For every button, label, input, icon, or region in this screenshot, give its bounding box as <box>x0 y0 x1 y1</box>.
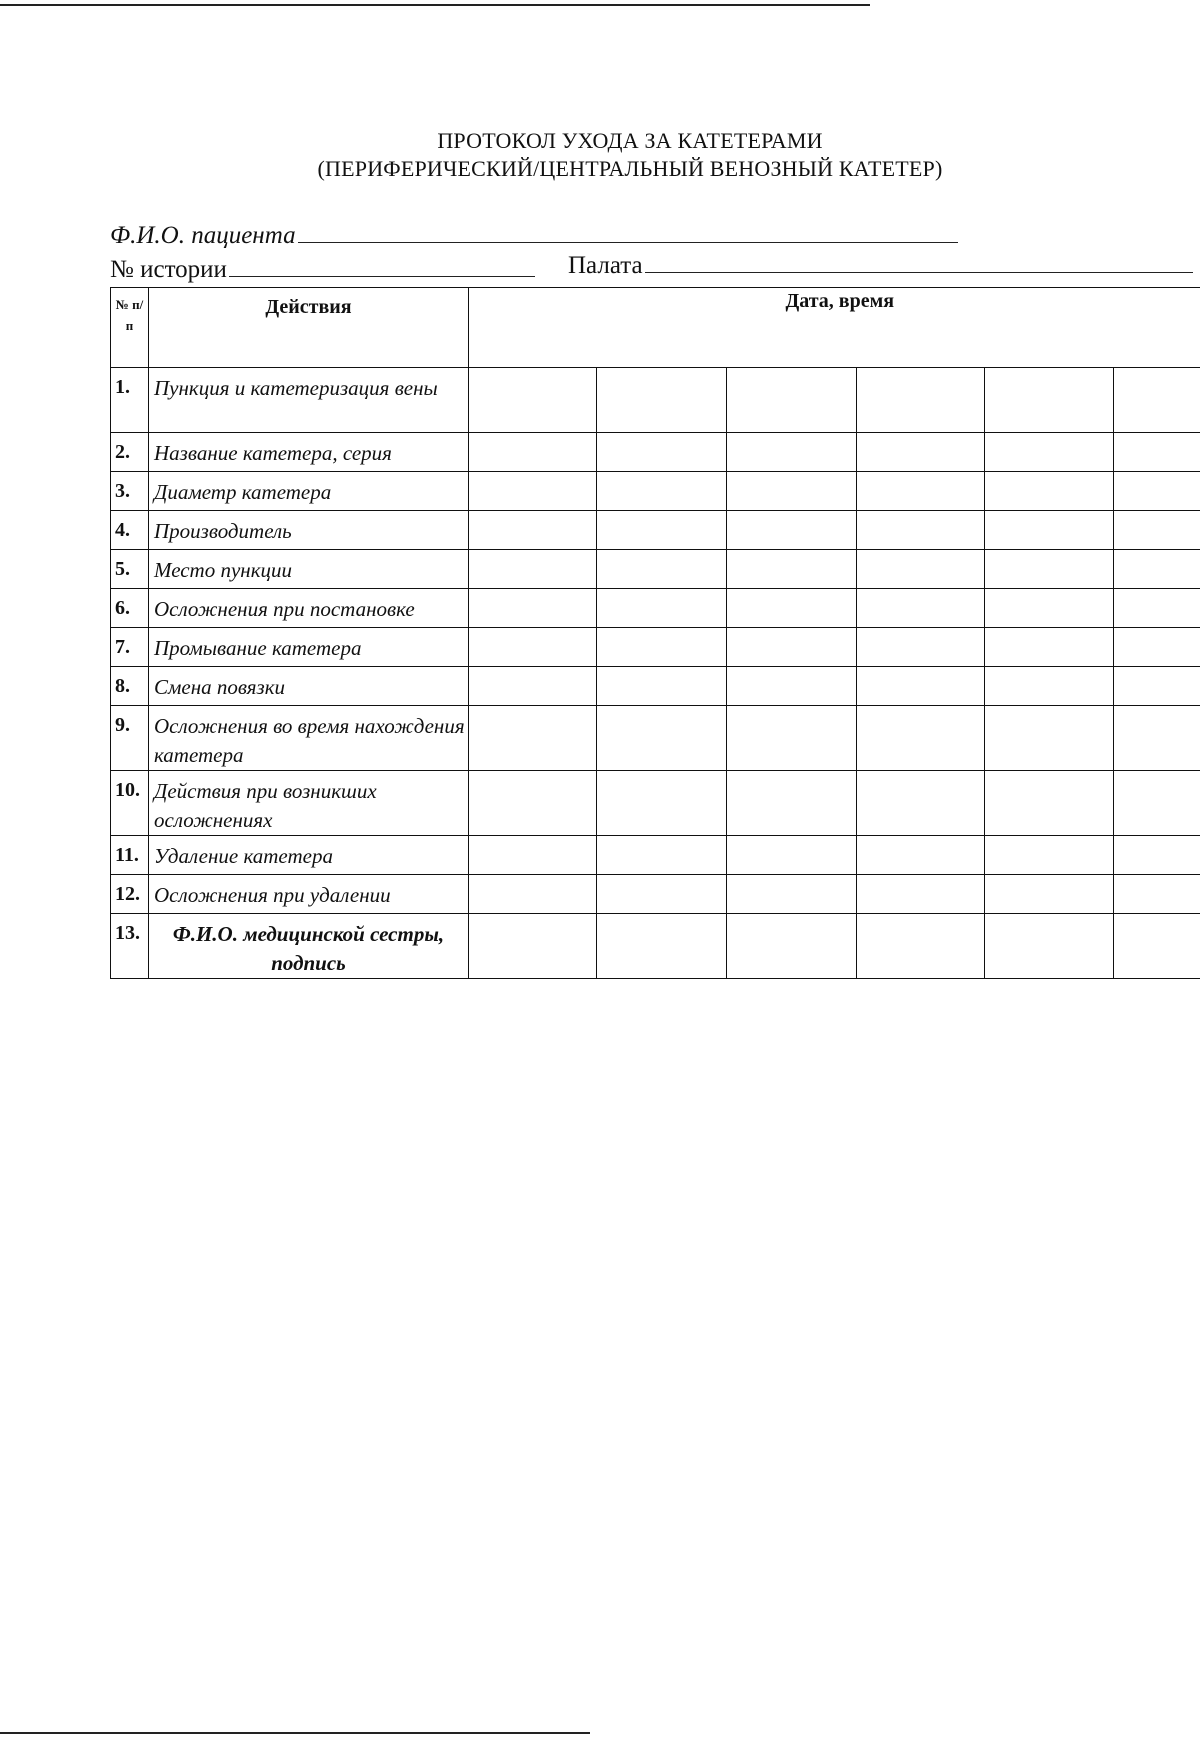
row-number: 3. <box>111 472 149 511</box>
date-entry-cell[interactable] <box>857 875 985 914</box>
date-entry-cell[interactable] <box>985 550 1114 589</box>
date-entry-cell[interactable] <box>469 433 597 472</box>
patient-name-label: Ф.И.О. пациента <box>110 222 296 249</box>
table-row <box>111 875 1200 914</box>
row-action: Место пункции <box>149 550 469 589</box>
date-entry-cell[interactable] <box>1114 771 1200 836</box>
date-entry-cell[interactable] <box>857 472 985 511</box>
table-row <box>111 914 1200 979</box>
date-entry-cell[interactable] <box>469 706 597 771</box>
date-entry-cell[interactable] <box>985 511 1114 550</box>
table-row <box>111 628 1200 667</box>
date-entry-cell[interactable] <box>469 875 597 914</box>
date-entry-cell[interactable] <box>985 875 1114 914</box>
date-entry-cell[interactable] <box>469 511 597 550</box>
row-action: Осложнения при постановке <box>149 589 469 628</box>
table-row <box>111 433 1200 472</box>
date-entry-cell[interactable] <box>727 914 857 979</box>
history-number-field[interactable] <box>110 256 535 284</box>
table-row <box>111 667 1200 706</box>
date-entry-cell[interactable] <box>597 914 727 979</box>
row-number: 2. <box>111 433 149 472</box>
date-entry-cell[interactable] <box>597 472 727 511</box>
date-entry-cell[interactable] <box>985 628 1114 667</box>
date-entry-cell[interactable] <box>985 472 1114 511</box>
date-entry-cell[interactable] <box>1114 433 1200 472</box>
ward-label: Палата <box>568 252 643 279</box>
date-entry-cell[interactable] <box>985 771 1114 836</box>
row-action: Диаметр катетера <box>149 472 469 511</box>
date-entry-cell[interactable] <box>727 667 857 706</box>
date-entry-cell[interactable] <box>597 433 727 472</box>
date-entry-cell[interactable] <box>597 836 727 875</box>
scan-edge-top <box>0 4 870 6</box>
table-row <box>111 771 1200 836</box>
table-row <box>111 550 1200 589</box>
date-entry-cell[interactable] <box>1114 472 1200 511</box>
date-entry-cell[interactable] <box>597 771 727 836</box>
date-entry-cell[interactable] <box>727 706 857 771</box>
row-number: 7. <box>111 628 149 667</box>
table-header-row <box>111 288 1200 368</box>
protocol-table <box>110 287 1200 979</box>
row-action: Удаление катетера <box>149 836 469 875</box>
row-number: 11. <box>111 836 149 875</box>
row-action: Пункция и катетеризация вены <box>149 368 469 433</box>
history-number-label: № истории <box>110 256 227 283</box>
row-number: 12. <box>111 875 149 914</box>
ward-line[interactable] <box>645 271 1193 273</box>
date-entry-cell[interactable] <box>1114 589 1200 628</box>
date-entry-cell[interactable] <box>597 628 727 667</box>
row-action: Название катетера, серия <box>149 433 469 472</box>
date-entry-cell[interactable] <box>857 836 985 875</box>
date-entry-cell[interactable] <box>469 628 597 667</box>
date-entry-cell[interactable] <box>469 589 597 628</box>
header-actions: Действия <box>149 288 469 368</box>
date-entry-cell[interactable] <box>1114 836 1200 875</box>
row-number: 5. <box>111 550 149 589</box>
row-action: Производитель <box>149 511 469 550</box>
scan-edge-bottom <box>0 1732 590 1734</box>
date-entry-cell[interactable] <box>1114 706 1200 771</box>
date-entry-cell[interactable] <box>727 550 857 589</box>
date-entry-cell[interactable] <box>597 550 727 589</box>
date-entry-cell[interactable] <box>727 433 857 472</box>
date-entry-cell[interactable] <box>1114 628 1200 667</box>
ward-field[interactable] <box>568 252 1193 280</box>
document-title: ПРОТОКОЛ УХОДА ЗА КАТЕТЕРАМИ <box>437 128 823 153</box>
date-entry-cell[interactable] <box>857 589 985 628</box>
date-entry-cell[interactable] <box>597 875 727 914</box>
date-entry-cell[interactable] <box>469 771 597 836</box>
date-entry-cell[interactable] <box>857 667 985 706</box>
date-entry-cell[interactable] <box>857 368 985 433</box>
date-entry-cell[interactable] <box>727 836 857 875</box>
date-entry-cell[interactable] <box>469 368 597 433</box>
date-entry-cell[interactable] <box>597 589 727 628</box>
table-row <box>111 472 1200 511</box>
date-entry-cell[interactable] <box>985 914 1114 979</box>
date-entry-cell[interactable] <box>597 667 727 706</box>
date-entry-cell[interactable] <box>469 667 597 706</box>
row-action: Осложнения во время нахождения катетера <box>149 706 469 771</box>
date-entry-cell[interactable] <box>1114 914 1200 979</box>
patient-name-field[interactable] <box>110 222 958 250</box>
row-action: Осложнения при удалении <box>149 875 469 914</box>
row-number: 4. <box>111 511 149 550</box>
table-row <box>111 706 1200 771</box>
date-entry-cell[interactable] <box>857 550 985 589</box>
table-row <box>111 836 1200 875</box>
date-entry-cell[interactable] <box>727 628 857 667</box>
date-entry-cell[interactable] <box>857 433 985 472</box>
date-entry-cell[interactable] <box>469 550 597 589</box>
date-entry-cell[interactable] <box>985 667 1114 706</box>
date-entry-cell[interactable] <box>1114 511 1200 550</box>
date-entry-cell[interactable] <box>1114 875 1200 914</box>
document-subtitle: (ПЕРИФЕРИЧЕСКИЙ/ЦЕНТРАЛЬНЫЙ ВЕНОЗНЫЙ КАТЕТЕР) <box>317 156 943 181</box>
row-number: 8. <box>111 667 149 706</box>
date-entry-cell[interactable] <box>1114 667 1200 706</box>
row-number: 10. <box>111 771 149 836</box>
row-number: 13. <box>111 914 149 979</box>
date-entry-cell[interactable] <box>597 368 727 433</box>
table-row <box>111 589 1200 628</box>
row-number: 6. <box>111 589 149 628</box>
date-entry-cell[interactable] <box>857 628 985 667</box>
date-entry-cell[interactable] <box>985 706 1114 771</box>
date-entry-cell[interactable] <box>727 368 857 433</box>
date-entry-cell[interactable] <box>727 771 857 836</box>
date-entry-cell[interactable] <box>857 706 985 771</box>
date-entry-cell[interactable] <box>469 836 597 875</box>
date-entry-cell[interactable] <box>985 589 1114 628</box>
date-entry-cell[interactable] <box>985 368 1114 433</box>
row-action: Ф.И.О. медицинской сестры, подпись <box>149 914 469 979</box>
date-entry-cell[interactable] <box>727 589 857 628</box>
table-row <box>111 368 1200 433</box>
patient-name-line[interactable] <box>298 241 958 243</box>
date-entry-cell[interactable] <box>597 706 727 771</box>
row-number: 9. <box>111 706 149 771</box>
history-number-line[interactable] <box>229 275 535 277</box>
date-entry-cell[interactable] <box>469 472 597 511</box>
row-action: Смена повязки <box>149 667 469 706</box>
date-entry-cell[interactable] <box>857 771 985 836</box>
row-action: Промывание катетера <box>149 628 469 667</box>
date-entry-cell[interactable] <box>857 914 985 979</box>
date-entry-cell[interactable] <box>469 914 597 979</box>
date-entry-cell[interactable] <box>727 511 857 550</box>
header-date-time: Дата, время <box>469 288 1200 368</box>
date-entry-cell[interactable] <box>597 511 727 550</box>
table-row <box>111 511 1200 550</box>
date-entry-cell[interactable] <box>727 472 857 511</box>
date-entry-cell[interactable] <box>1114 368 1200 433</box>
date-entry-cell[interactable] <box>1114 550 1200 589</box>
date-entry-cell[interactable] <box>985 433 1114 472</box>
row-action: Действия при возникших осложнениях <box>149 771 469 836</box>
date-entry-cell[interactable] <box>727 875 857 914</box>
row-number: 1. <box>111 368 149 433</box>
date-entry-cell[interactable] <box>985 836 1114 875</box>
header-number: № п/ п <box>111 288 149 368</box>
date-entry-cell[interactable] <box>857 511 985 550</box>
